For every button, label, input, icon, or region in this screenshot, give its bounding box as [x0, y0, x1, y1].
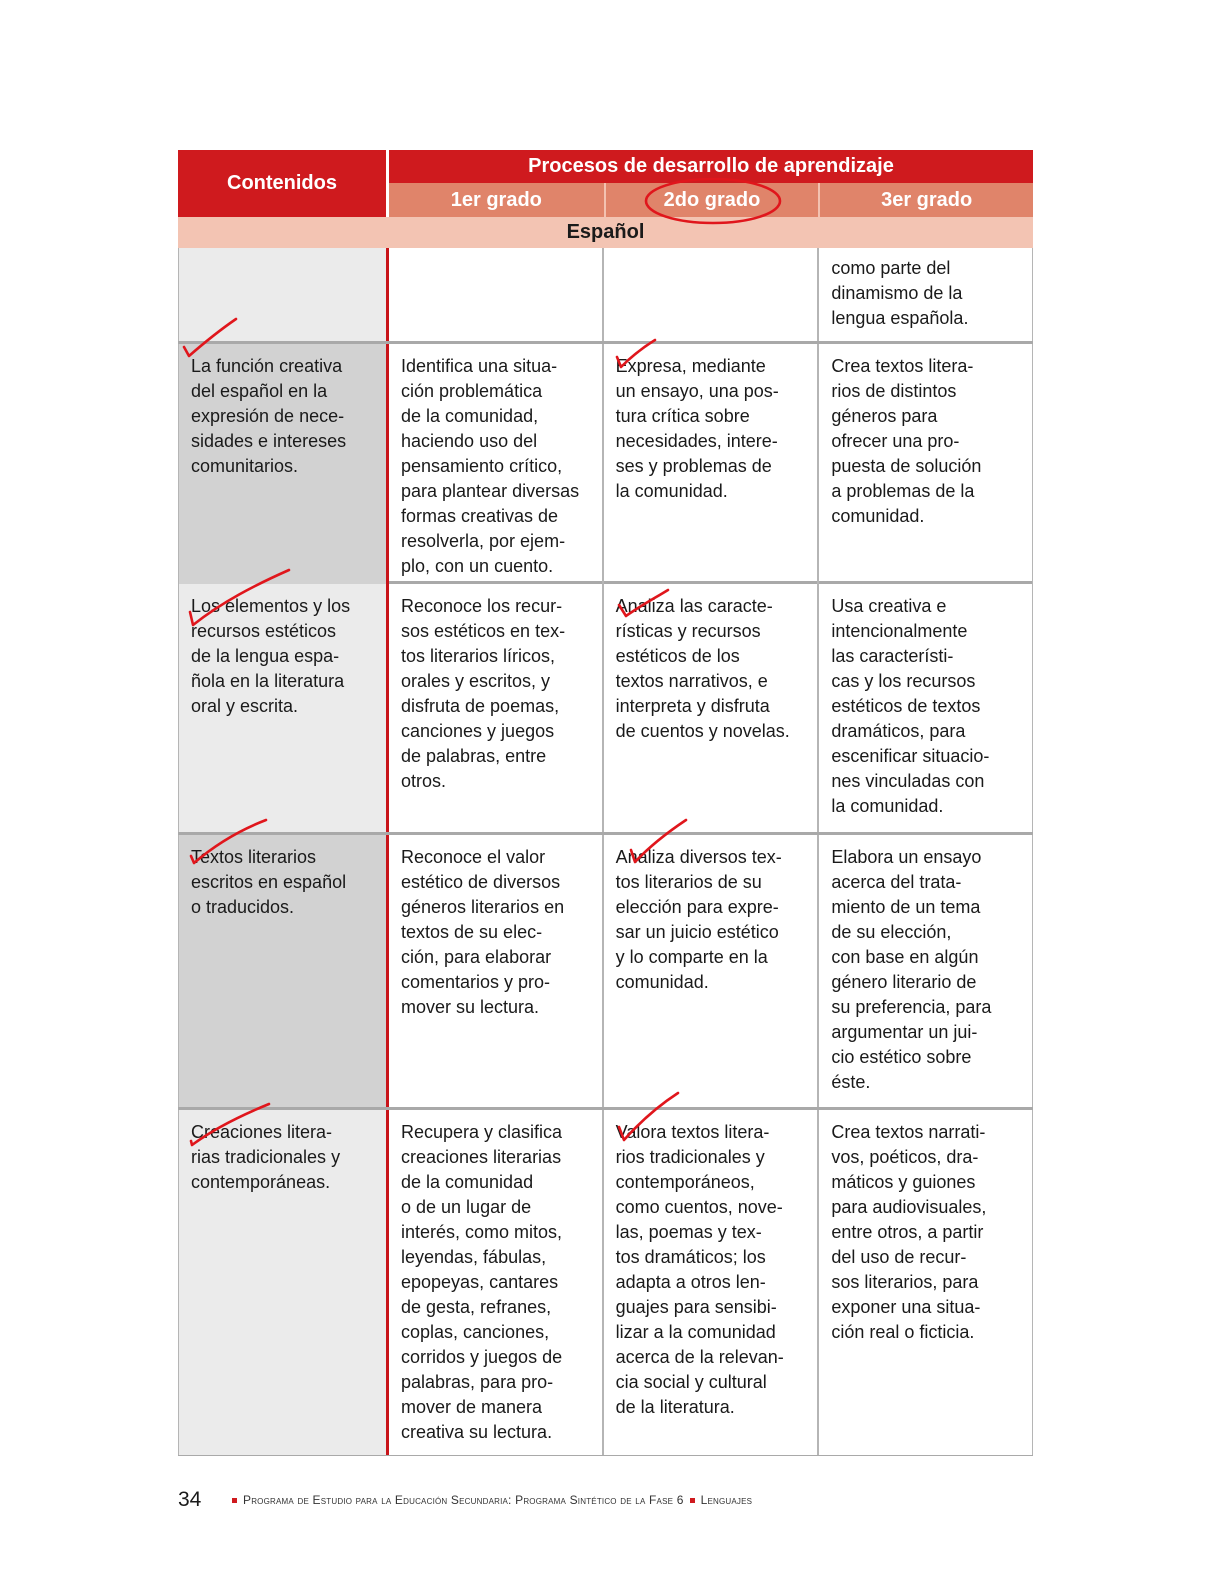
footer-area: Lenguajes — [700, 1493, 753, 1507]
grade1-cell — [386, 248, 602, 341]
grade1-cell: Recupera y clasifica creaciones literarias de la comunidad o de un lugar de interés, como mitos, leyendas, fábulas, epopeyas, cantares de gesta, refranes, coplas, canciones, corridos y juegos de palabras, para pro- mover de manera creativa su lectura. — [386, 1110, 602, 1455]
contenido-cell: Creaciones litera- rias tradicionales y contemporáneas. — [178, 1110, 386, 1455]
grade3-cell: Usa creativa e intencionalmente las característi- cas y los recursos estéticos de textos dramáticos, para escenificar situacio- nes vinculadas con la comunidad. — [817, 584, 1033, 832]
contenido-cell: La función creativa del español en la expresión de nece- sidades e intereses comunitarios. — [178, 344, 386, 585]
table-row — [178, 835, 1033, 1110]
grade2-cell: Analiza diversos tex- tos literarios de su elección para expre- sar un juicio estético y lo comparte en la comunidad. — [602, 835, 818, 1107]
table-row — [178, 1110, 1033, 1456]
subject-band: Español — [178, 217, 1033, 248]
contenido-cell: Textos literarios escritos en español o traducidos. — [178, 835, 386, 1107]
grade2-cell — [602, 248, 818, 341]
bullet-icon — [690, 1498, 695, 1503]
header-right — [386, 150, 1033, 217]
header-grade-3: 3er grado — [818, 183, 1033, 217]
header-grades — [389, 183, 1033, 217]
header-contenidos: Contenidos — [178, 150, 386, 217]
header-grade-2: 2do grado — [604, 183, 819, 217]
table-header — [178, 150, 1033, 217]
bullet-icon — [232, 1498, 237, 1503]
grade2-cell: Valora textos litera- rios tradicionales y contemporáneos, como cuentos, nove- las, poemas y tex- tos dramáticos; los adapta a otros len- guajes para sensibi- lizar a la comunidad acerca de la relevan- cia social y cultural de la literatura. — [602, 1110, 818, 1455]
contenido-cell — [178, 248, 386, 341]
header-grade-1: 1er grado — [450, 188, 542, 211]
table-row — [178, 584, 1033, 835]
page-number: 34 — [178, 1488, 202, 1511]
grade3-cell: como parte del dinamismo de la lengua española. — [817, 248, 1033, 341]
footer-text — [232, 1493, 752, 1507]
footer-program: Programa de Estudio para la Educación Secundaria: Programa Sintético de la Fase 6 — [243, 1493, 684, 1507]
grade3-cell: Elabora un ensayo acerca del trata- miento de un tema de su elección, con base en algún género literario de su preferencia, para argumentar un jui- cio estético sobre éste. — [817, 835, 1033, 1107]
page-footer — [178, 1485, 752, 1515]
grade2-cell: Analiza las caracte- rísticas y recursos estéticos de los textos narrativos, e interpreta y disfruta de cuentos y novelas. — [602, 584, 818, 832]
grade3-cell: Crea textos narrati- vos, poéticos, dra- máticos y guiones para audiovisuales, entre otros, a partir del uso de recur- sos literarios, para exponer una situa- ción real o ficticia. — [817, 1110, 1033, 1455]
grade2-cell: Expresa, mediante un ensayo, una pos- tura crítica sobre necesidades, intere- ses y problemas de la comunidad. — [602, 344, 818, 585]
header-procesos: Procesos de desarrollo de aprendizaje — [389, 150, 1033, 183]
grade3-cell: Crea textos litera- rios de distintos géneros para ofrecer una pro- puesta de solución a problemas de la comunidad. — [817, 344, 1033, 585]
grade1-cell: Reconoce los recur- sos estéticos en tex- tos literarios líricos, orales y escritos, y disfruta de poemas, canciones y juegos de palabras, entre otros. — [386, 584, 602, 832]
curriculum-table — [178, 150, 1033, 1456]
contenido-cell: Los elementos y los recursos estéticos de la lengua espa- ñola en la literatura oral y escrita. — [178, 584, 386, 832]
table-row — [178, 344, 1033, 584]
grade1-cell: Reconoce el valor estético de diversos géneros literarios en textos de su elec- ción, para elaborar comentarios y pro- mover su lectura. — [386, 835, 602, 1107]
table-row — [178, 248, 1033, 344]
grade1-cell: Identifica una situa- ción problemática de la comunidad, haciendo uso del pensamiento crítico, para plantear diversas formas creativas de resolverla, por ejem- plo, con un cuento. — [386, 344, 602, 585]
